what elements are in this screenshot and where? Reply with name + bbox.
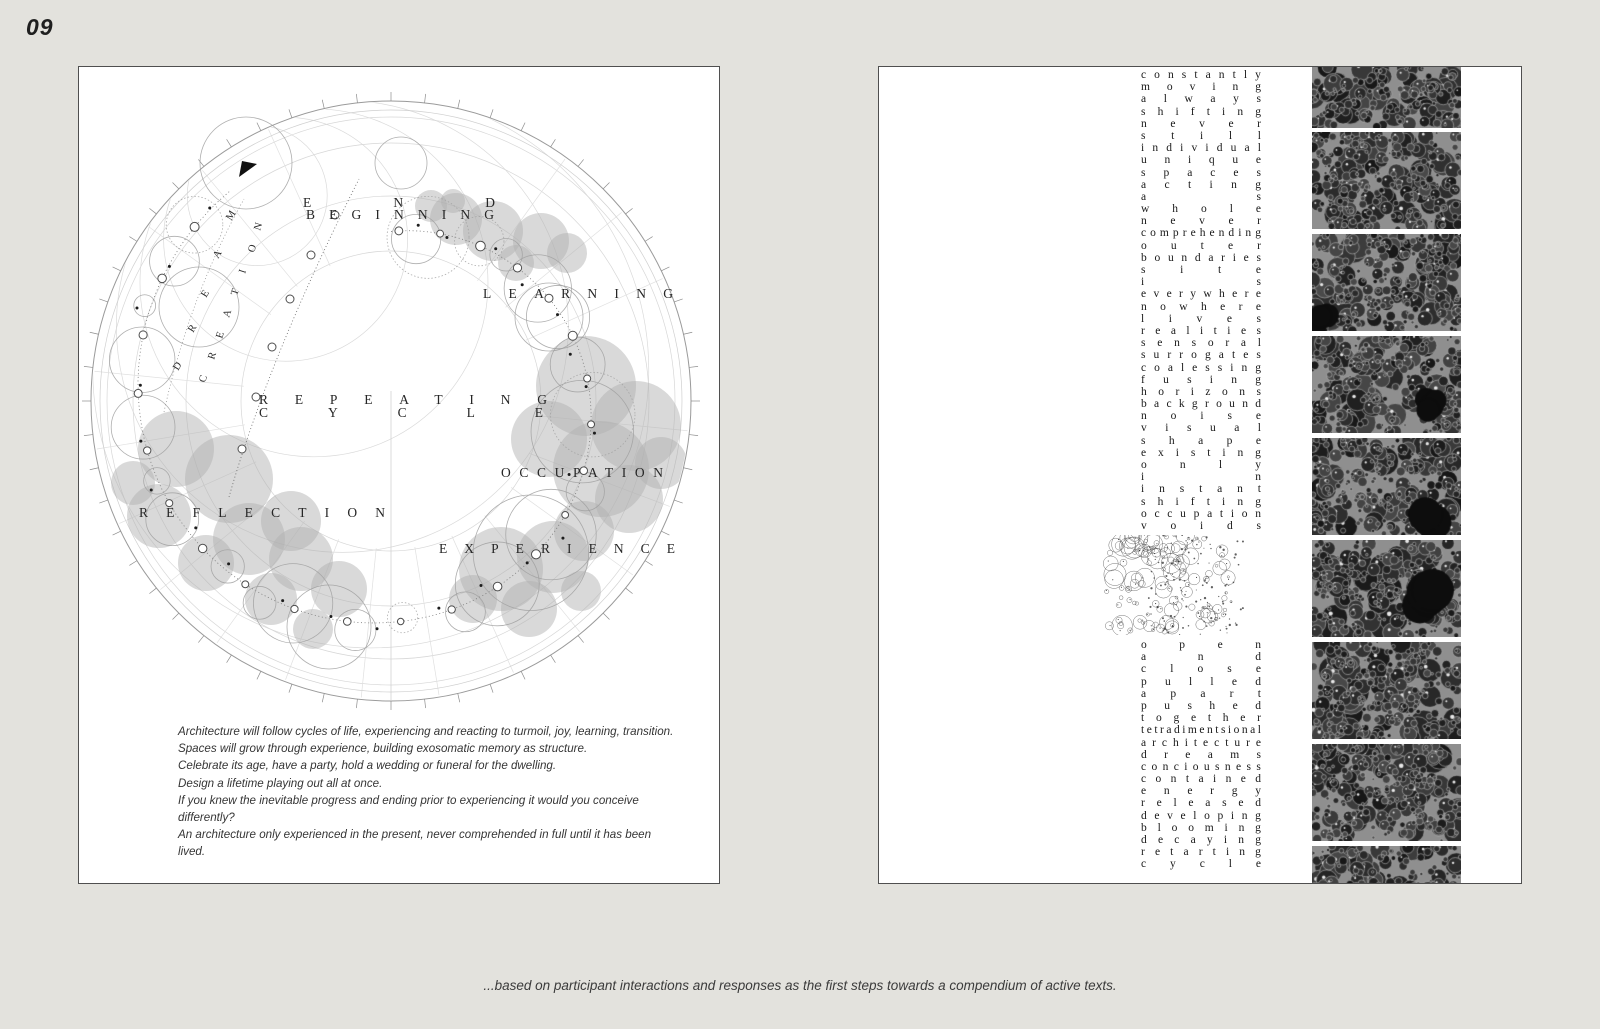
diagram-label: REFLECTION <box>139 505 385 520</box>
text-collage-panel <box>878 66 1522 884</box>
diagram-arc-letter: E <box>199 288 212 300</box>
foam-photo <box>1312 438 1461 535</box>
foam-photo <box>1312 67 1461 128</box>
word-list-bottom <box>1141 639 1261 871</box>
word-line: s h i f t i n g <box>1141 105 1261 118</box>
word-line: i n s t a n t <box>1141 483 1261 496</box>
word-line: h o r i z o n s <box>1141 385 1261 398</box>
diagram-arc-letter: C <box>197 373 211 384</box>
paragraph-line: Celebrate its age, have a party, hold a wedding or funeral for the dwelling. <box>178 759 557 773</box>
word-line: a c t i n g <box>1141 178 1261 191</box>
diagram-arc-letter: I <box>237 268 249 275</box>
word-line: c o n s t a n t l y <box>1141 69 1261 81</box>
word-line: n e v e r <box>1141 117 1261 130</box>
diagram-arc-letter: A <box>221 308 235 319</box>
word-line: b l o o m i n g <box>1141 821 1261 834</box>
diagram-arc-letter: D <box>171 360 185 373</box>
diagram-arc-letter: E <box>214 330 227 340</box>
word-line: s u r r o g a t e s <box>1141 349 1261 362</box>
paragraph-line: Architecture will follow cycles of life, experiencing and reacting to turmoil, joy, learning, transition. <box>178 725 674 738</box>
paragraph-line: If you knew the inevitable progress and ending prior to experiencing it would you conceive differently? <box>178 793 639 825</box>
word-line: i s <box>1141 276 1261 289</box>
bubble-sketch-icon <box>1103 535 1245 635</box>
word-line: e v e r y w h e r e <box>1141 288 1261 301</box>
paragraph-line: Spaces will grow through experience, building exosomatic memory as structure. <box>178 742 588 756</box>
page-number: 09 <box>26 14 54 40</box>
word-line: d e v e l o p i n g <box>1141 809 1261 822</box>
word-line: b a c k g r o u n d <box>1141 398 1261 411</box>
word-line: v i s u a l <box>1141 422 1261 435</box>
diagram-paragraph <box>178 723 678 861</box>
diagram-label: OCCUPATION <box>501 465 663 480</box>
word-line: p u s h e d <box>1141 699 1261 712</box>
foam-photo <box>1312 132 1461 229</box>
diagram-arc-letter: N <box>252 221 266 232</box>
word-line: r e a l i t i e s <box>1141 324 1261 337</box>
word-line: b o u n d a r i e s <box>1141 251 1261 264</box>
word-line: o p e n <box>1141 639 1261 651</box>
foam-photo <box>1312 336 1461 433</box>
diagram-arc-letter: A <box>211 248 225 261</box>
word-line: d r e a m s <box>1141 748 1261 761</box>
foam-photo <box>1312 744 1461 841</box>
word-line: r e t a r t i n g <box>1141 846 1261 859</box>
diagram-label: LEARNING <box>483 286 673 301</box>
word-line: o n l y <box>1141 459 1261 471</box>
word-line: e x i s t i n g <box>1141 446 1261 459</box>
word-line: a l w a y s <box>1141 93 1261 106</box>
word-line: c l o s e <box>1141 663 1261 676</box>
word-line: s e n s o r a l <box>1141 337 1261 350</box>
foam-photo-strip <box>1312 67 1461 883</box>
word-line: m o v i n g <box>1141 81 1261 94</box>
foam-photo <box>1312 642 1461 739</box>
word-line: a r c h i t e c t u r e <box>1141 736 1261 749</box>
diagram-label: REPEATING <box>259 392 547 407</box>
word-line: n e v e r <box>1141 215 1261 228</box>
paragraph-line: Design a lifetime playing out all at once. <box>178 776 383 790</box>
word-line: r e l e a s e d <box>1141 797 1261 810</box>
word-line: c o n t a i n e d <box>1141 773 1261 786</box>
diagram-label: BEGINNING <box>306 207 494 222</box>
word-line: d e c a y i n g <box>1141 834 1261 846</box>
word-line: c o a l e s s i n g <box>1141 361 1261 374</box>
word-line: u n i q u e <box>1141 154 1261 167</box>
word-line: a p a r t <box>1141 687 1261 700</box>
word-line: c o m p r e h e n d i n g <box>1141 227 1261 240</box>
foam-photo <box>1312 234 1461 331</box>
word-line: v o i d s <box>1141 519 1261 532</box>
word-line: s p a c e s <box>1141 166 1261 179</box>
diagram-label: END <box>303 195 495 210</box>
word-column <box>1141 67 1261 883</box>
word-line: p u l l e d <box>1141 675 1261 688</box>
diagram-arc-letter: R <box>206 350 220 361</box>
word-line: s i t e <box>1141 264 1261 276</box>
paragraph-line: An architecture only experienced in the present, never comprehended in full until it has been lived. <box>178 828 652 859</box>
diagram-panel <box>78 66 720 884</box>
word-line: e n e r g y <box>1141 785 1261 798</box>
diagram-arc-letter: T <box>229 287 242 297</box>
word-line: l i v e s <box>1141 312 1261 325</box>
word-line: o u t e r <box>1141 239 1261 252</box>
word-list-top <box>1141 69 1261 532</box>
word-line: s h i f t i n g <box>1141 495 1261 508</box>
word-line: n o i s e <box>1141 410 1261 423</box>
diagram-arc-letter: M <box>224 208 239 223</box>
word-line: c y c l e <box>1141 858 1261 871</box>
word-line: s t i l l <box>1141 129 1261 142</box>
word-line: i n d i v i d u a l <box>1141 142 1261 155</box>
word-line: o c c u p a t i o n <box>1141 507 1261 520</box>
footer-caption: ...based on participant interactions and responses as the first steps towards a compendium of active texts. <box>483 978 1117 993</box>
word-line: t e t r a d i m e n t s i o n a l <box>1141 724 1261 737</box>
diagram-label: CYCLE <box>259 405 543 420</box>
word-line: t o g e t h e r <box>1141 712 1261 725</box>
diagram-arc-letter: R <box>186 322 200 335</box>
word-line: a n d <box>1141 651 1261 664</box>
diagram-arc-letter: O <box>246 243 260 254</box>
foam-photo <box>1312 846 1461 883</box>
word-line: i n <box>1141 471 1261 484</box>
word-line: s h a p e <box>1141 434 1261 447</box>
word-line: w h o l e <box>1141 203 1261 216</box>
word-line: c o n c i o u s n e s s <box>1141 760 1261 773</box>
word-line: a s <box>1141 190 1261 203</box>
word-line: n o w h e r e <box>1141 300 1261 313</box>
foam-photo <box>1312 540 1461 637</box>
word-line: f u s i n g <box>1141 373 1261 386</box>
diagram-label: EXPERIENCE <box>439 541 675 556</box>
